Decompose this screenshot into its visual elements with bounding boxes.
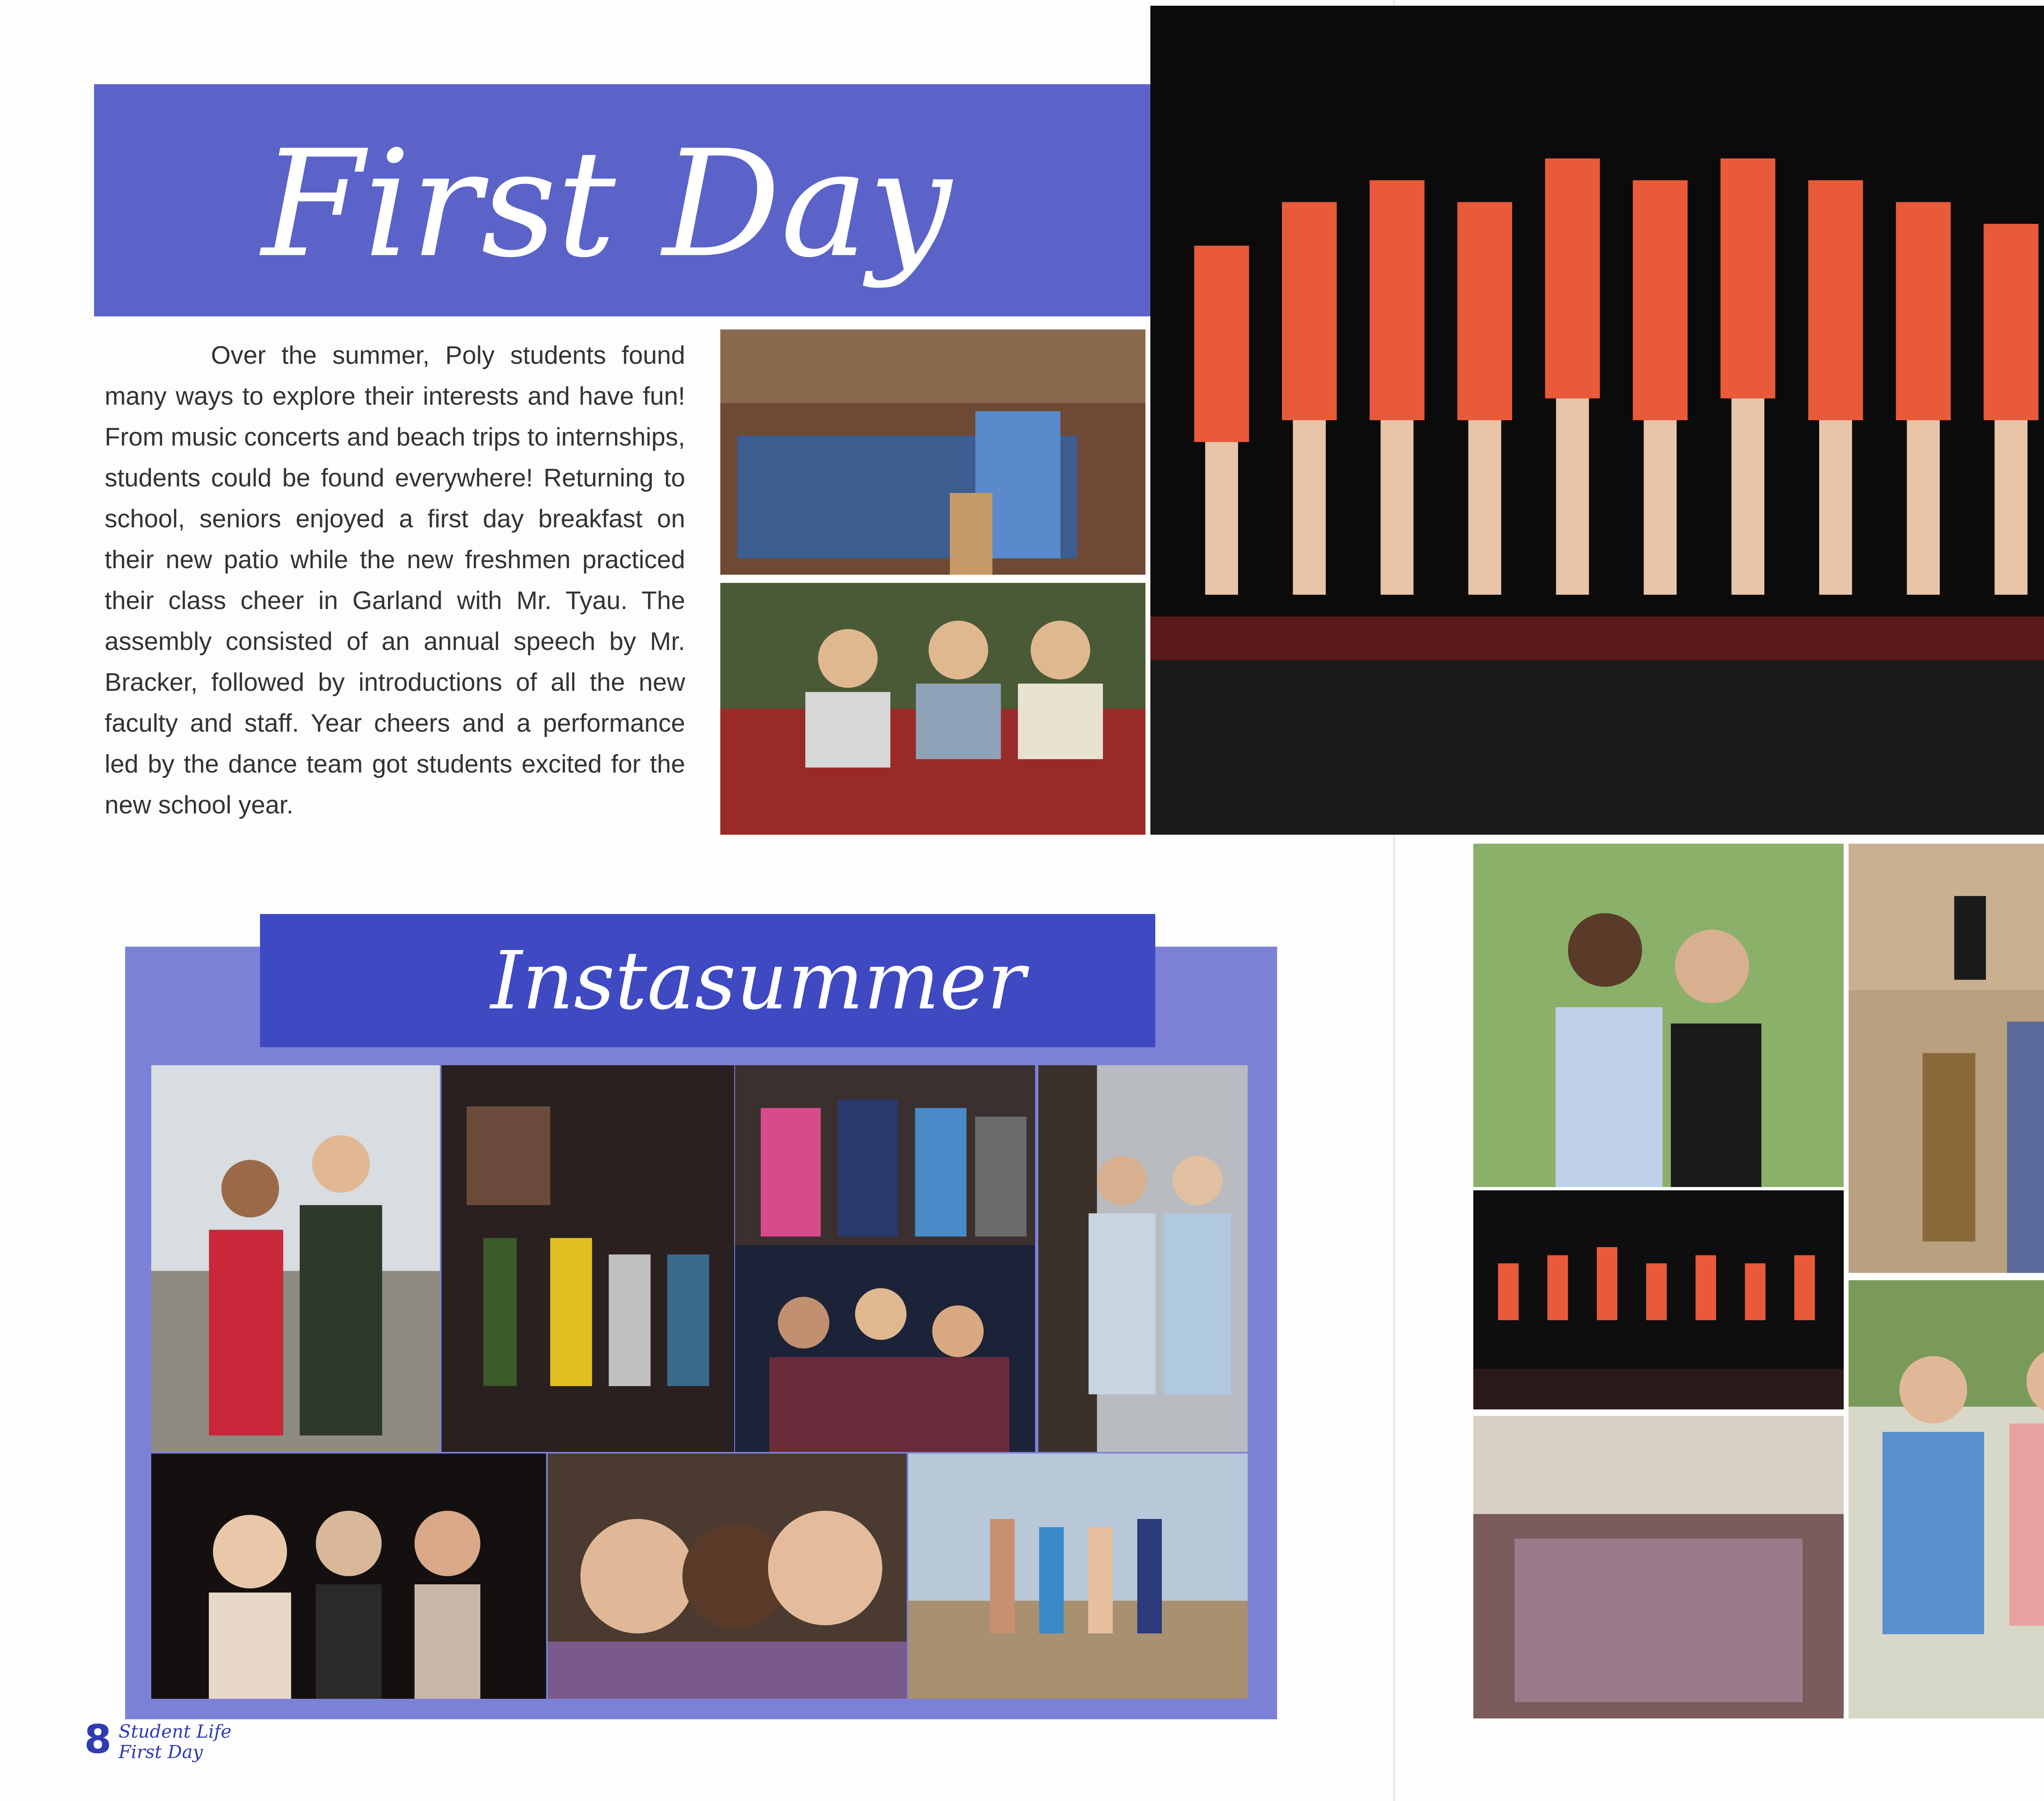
insta-photo-three-girls-selfie — [548, 1454, 907, 1699]
folio-left-number: 8 — [84, 1716, 112, 1762]
photo-three-boys-couch — [720, 583, 1145, 835]
insta-photo-bucket-hat-girls — [151, 1454, 546, 1699]
insta-photo-night-friends — [735, 1245, 1035, 1452]
intro-paragraph: Over the summer, Poly students found many ways to explore their interests and have fun! From music concerts and beach trips to internships, students could be found everywhere! Returning to school, seniors enjoyed a first day breakfast on their new patio while the new freshmen practiced their class cheer in Garland with Mr. Tyau. The assembly consisted of an annual speech by Mr. Bracker, followed by introductions of all the new faculty and staff. Year cheers and a performance led by the dance team got students excited for the new school year. — [105, 341, 685, 819]
insta-photo-gokart-costumes — [735, 1065, 1035, 1245]
insta-photo-two-girls-tree — [1038, 1065, 1248, 1452]
page-title: First Day — [262, 119, 952, 290]
photo-freshmen-auditorium — [1849, 844, 2044, 1273]
folio-left-section: Student Life — [119, 1721, 231, 1742]
photo-dance-team-small — [1473, 1190, 1844, 1409]
instasummer-title: Instasummer — [491, 934, 1026, 1028]
photo-group-of-boys — [1849, 1280, 2044, 1718]
insta-photo-group-night — [442, 1065, 734, 1452]
insta-photo-beach-group — [908, 1454, 1248, 1699]
photo-two-girls-outdoors — [1473, 844, 1844, 1187]
photo-assembly-crowd — [1473, 1416, 1844, 1718]
photo-dance-team-stage — [1150, 6, 2044, 835]
insta-photo-two-girls-view — [151, 1065, 440, 1452]
photo-auditorium-cheer — [720, 329, 1145, 575]
folio-left-subsection: First Day — [119, 1742, 203, 1763]
